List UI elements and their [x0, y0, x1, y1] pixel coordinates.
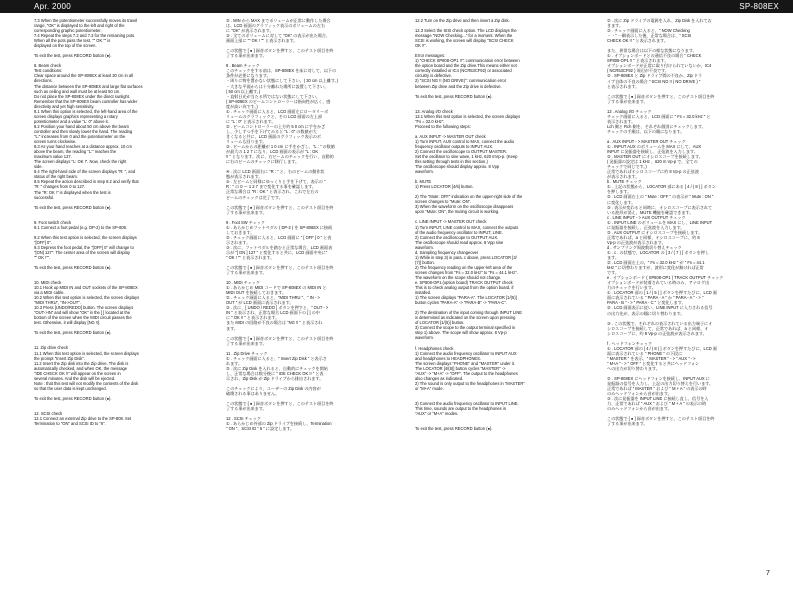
column-english-right	[415, 18, 593, 578]
text-line: screen changes from "Fs = 32.0 kHz" to "Fs = 44.1 kHz".	[415, 269, 518, 275]
text-line: The distance between the SP-808EX and large flat surfaces	[34, 83, 143, 89]
text-line: シロスコープに、約 8 Vp-p の正弦波が表示されます。	[607, 330, 707, 336]
text-line: ・直射日光が当たる所ではない状態にして下さい。	[226, 93, 321, 99]
text-line: ① . あらかじめフットペダル ( DP-2 ) を SP-808EX に接続	[226, 224, 333, 230]
text-line: また MIDI の回路が不良の場合は "NG !! " と表示され	[226, 320, 323, 326]
text-line: step 1) above. The scope will show approx. 8 Vp-p	[415, 330, 507, 336]
text-line: 面に表示されている " PARA - A " か " PARA - A " - > "	[607, 295, 704, 301]
text-line: この状態で [ ● ] 録音ボタンを押すと、このテスト項目を終	[226, 48, 334, 54]
text-line: 2) The "Mute: OFF" indication on the upper-right side of the	[415, 194, 523, 200]
text-line: The oscilloscope should display approx. 8 Vpp	[415, 164, 500, 170]
text-line: いる波形が消え、MUTE 機能を確認できます。	[607, 209, 694, 215]
text-line: ( 50 cm 以上離す。)	[226, 88, 261, 94]
text-line: Remember that the SP-808EX beam controller has wider	[34, 98, 138, 104]
text-line: 2) The frequency reading on the upper-left area of the	[415, 264, 513, 270]
text-line: successful.	[34, 194, 55, 200]
text-line: the prompt "Insert Zip Disk".	[34, 355, 85, 361]
text-line: Set the oscillator to sine wave, 1 kHz, 620 mVp-p. (Keep	[415, 153, 518, 159]
text-line: SP808-OP1 !! " と表示されます。	[607, 58, 669, 64]
text-line: ③ . 表示が変わると同時に、オシロスコープに表示されて	[607, 204, 713, 210]
text-line: directions.	[34, 78, 53, 84]
text-line: ② . AUX OUTPUT にオシロスコープを接続します。	[607, 229, 703, 235]
text-line: ② . チェック画面に入ると、"MIDI THRU "、" IN - >	[226, 295, 320, 301]
text-line: " M+A " - > " OFF " と変化すると共にヘッドフォン	[607, 360, 700, 366]
text-line: 10.2 When this test option is selected, the screen displays	[34, 295, 140, 301]
text-line: This time, sounds are output to the headphones in	[415, 406, 507, 411]
text-line: "AUX" or "M+A" modes.	[415, 411, 459, 417]
text-line: bottom of the screen when the MIDI circuit passes the	[34, 315, 132, 321]
text-line: (7)] button.	[415, 259, 435, 265]
text-line: status of the right beam.	[34, 174, 78, 180]
text-line: 10.3 Press [UNDO/REDO] button. The screen displays	[34, 305, 134, 311]
text-line: ① . INPUT LINE のボリュームを MAX にし、LINE INPUT	[607, 219, 713, 225]
text-line: 8.5 Repeat the action described in step 8.2 and verify that	[34, 179, 139, 185]
text-line: 2) "SCSI NG !! (NO DRIVE)": communication error	[415, 78, 507, 84]
text-line: オプションボードが正常に取り付けられていないか、IC4	[607, 63, 712, 69]
text-line: この状態で [ ● ] 録音ボタンを押すと、このテスト項目を終	[226, 265, 334, 271]
text-line: a . AUX INPUT - > MASTER OUT チェック	[607, 138, 686, 144]
text-line: 2) Connect the oscilloscope to OUTPUT AUX.	[415, 234, 499, 240]
text-line: 12 . SCSI チェック	[226, 416, 261, 422]
text-line: 正常であればオシロスコープに約 8 Vp-p の正弦波	[607, 169, 699, 175]
column-japanese-right	[607, 18, 783, 578]
text-line: ③ . この状態で、それぞれの表示されている出力端子にオ	[607, 320, 713, 326]
text-line: c. LINE INPUT -> MASTER OUT check	[415, 219, 487, 225]
text-line: ① . チェック画面に入ると、" Insert Zip Disk " と表示さ	[226, 355, 327, 361]
text-line: 示が "[ ON ] 127 " と変化すると共に、LCD 画面中央に"	[226, 249, 328, 255]
text-line: MIDI OUT を接続しておきます。	[226, 290, 287, 296]
text-line: ① . LOCATOR 部の [ 1 / ( 5 ) ] ボタンを押すたびに、LCD 画	[607, 290, 717, 296]
text-line: correctly installed or IC4 (NCR53CF92) or associated	[415, 68, 512, 74]
text-line: ① . チェック画面に入ると、LCD 画面左にロータリーボ	[226, 108, 329, 114]
text-line: To exit the test, press RECORD button (●).	[34, 53, 112, 59]
text-line: 1) Turn INPUT, AUX control to MAX, connect the audio	[415, 138, 514, 144]
text-line: ます。	[226, 325, 238, 331]
text-line: e . オプションボード ( SP808-OP1 ) TRACK OUTPUT チェック	[607, 275, 724, 281]
text-line: via a MIDI cable.	[34, 290, 65, 296]
text-line: ② . LCD 画面左上の、" Fs = 32.0 kHz " が " Fs = 44.1	[607, 260, 705, 266]
text-line: ① . オプションボードとの通信不良の場合 " CHECK	[607, 53, 702, 59]
text-line: 3) Connect the audio frequency oscillator to INPUT LINE.	[415, 400, 519, 406]
text-line: INPUT に発振器を接続し、正弦波を入力します。	[607, 149, 698, 155]
text-line: 11.1 When this test option is selected, the screen displays	[34, 350, 139, 356]
text-line: 11.2 Insert the Zip disk into the Zip drive. The disk is	[34, 360, 129, 366]
text-line: between Zip drive and the Zip drive is defective.	[415, 83, 502, 89]
text-line: ② . LCD 画面右上の " Mute : OFF " の表示が " Mute : ON "	[607, 194, 714, 200]
text-line: 3) When the waveform on the oscilloscope disappears	[415, 204, 514, 210]
text-line: 2) The sound is only output to the headphones in "MASTER"	[415, 380, 525, 386]
text-line: screen changes to "Mute: ON".	[415, 199, 472, 205]
text-line: 3) Connect the scope to the output terminal specified in	[415, 325, 516, 331]
text-line: きます。	[607, 23, 624, 29]
text-line: です。	[607, 270, 619, 276]
text-line: ① . INPUT AUX のボリュームを MAX にして、AUX	[607, 143, 702, 149]
text-line: f. Headphones check	[415, 345, 454, 351]
text-line: この状態で [ ● ] 録音ボタンを押すと、このテスト項目を終	[607, 416, 715, 422]
text-line: Lch 側と Rch 側を、それぞれ個別にチェックします。	[607, 123, 706, 129]
text-line: "R: " changes from 0 to 127.	[34, 184, 86, 190]
text-line: is determined as indicated on the screen upon pressing	[415, 315, 516, 321]
text-line: Clear space around the SP-808EX at least 30 cm in all	[34, 73, 133, 79]
header-model: SP-808EX	[739, 2, 779, 11]
text-line: に " OK !! " と表示されます。	[226, 315, 280, 321]
text-line: 12.1 Connect an external Zip drive to the SP-808. Set	[34, 416, 132, 421]
text-line: チェックの手順は、以下の順になります。	[607, 128, 685, 134]
text-line: To exit the test, press RECORD button (●).	[34, 395, 112, 401]
text-line: The screen displays "L: OK !". Now, check the right	[34, 159, 127, 165]
text-line: のみヘッドフォンから音が出ます。	[607, 406, 672, 412]
text-line: ① . LOCATOR 部の [ 4 / ( 8 ) ] ボタンを押すたびに、LCD 画	[607, 345, 717, 351]
text-line: upon "Mute: ON", the muting circuit is working.	[415, 209, 500, 215]
text-line: 7.4 Repeat the steps 7.2 and 7.3 for the remaining pots.	[34, 33, 136, 39]
text-line: several minutes. And the disk will be ejected.	[34, 375, 116, 381]
text-line: 2) Connect the oscilloscope to OUTPUT MASTER.	[415, 148, 508, 154]
text-line: 13.1 When this test option is selected, the screen displays	[415, 113, 521, 119]
text-line: 面に表示されている " PHONE " の下段に	[607, 350, 683, 356]
text-line: ③ . 次に発振器を INPUT LINE に接続し直し、信号を入	[607, 396, 709, 402]
text-line: また、異常な場合は以下の様な状態になります。	[607, 48, 697, 54]
text-line: ( 発振器の設定は 1 kHz 、620 m Vp-p で、全ての	[607, 159, 698, 165]
text-line: The oscilloscope should read approx. 8 Vpp sine	[415, 239, 504, 245]
text-line: 10 . MIDI チェック	[226, 280, 260, 286]
text-line: 8.2 Position your hand about 50 cm above the beam	[34, 123, 129, 129]
text-line: に発振器を接続し、正弦波を入力します。	[607, 224, 685, 230]
text-line: ビームのチェックは完了です。	[226, 194, 283, 200]
text-line: 発振器の信号を入力し、上記の出力切り替えを行います。	[607, 381, 714, 387]
text-line: ③ . 次に、[ UNDO / REDO ] ボタンを押すと、" OUT - >	[226, 305, 329, 311]
text-line: この状態で [ ● ] 録音ボタンを押すと、このテスト項目を終	[226, 401, 334, 407]
text-line: しておきます。	[226, 229, 255, 235]
text-line: きくなると共に、LCD 画面のグラフィック表示のボ	[226, 133, 321, 139]
text-line: 11 . Zip Drive チェック	[226, 350, 268, 356]
text-line: so that the user data is kept unchanged.	[34, 385, 107, 391]
text-line: R : " の 0 〜 1 2 7 まで変化する事を確認します。	[226, 184, 317, 190]
text-line: d. Sampling frequency changeover	[415, 249, 479, 255]
text-line: of LOCATOR [1/(5)] button.	[415, 320, 465, 326]
text-line: Test conditions:	[34, 68, 63, 74]
text-line: This is to check analog output from the option board, if	[415, 285, 514, 291]
text-line: PARA - B " - > " PARA - C " と変化します。	[607, 300, 686, 306]
text-line: "L:" increases from 0 and the potentiometer on the	[34, 133, 126, 139]
text-line: 1) "CHECK SP808-OP1 !!": communication error between	[415, 58, 520, 64]
text-line: に "OK" が表示されます。	[226, 28, 274, 34]
text-line: のみヘッドフォンから音が出ます。	[607, 391, 672, 397]
text-line: 1) Connect the audio frequency oscillator to INPUT AUX	[415, 350, 517, 356]
text-line: 正常であれば、a と同様、オシロスコープに、約 8	[607, 234, 700, 240]
text-line: ③ . 次に、フットペダルを踏むと正常な場合、LCD 画面表	[226, 244, 333, 250]
text-line: button cycles "PARA-A" -> "PARA-B" -> "PARA-C".	[415, 300, 507, 306]
text-line: When all the pots pass the test, "" OK "" is	[34, 38, 111, 44]
text-line: or "M+A" mode.	[415, 385, 444, 391]
text-line: 1) While in step 3) in para. c above, press LOCATOR [3/	[415, 254, 517, 260]
text-line: この状態で [ ● ] 録音ボタンを押すと、このテスト項目を終	[226, 335, 334, 341]
text-line: 表示されます。	[607, 118, 636, 124]
text-line: "[ON] 127". The center area of the screen will display	[34, 249, 130, 255]
text-line: し、少しずつ手を下げてみると "L : 0" の数値が大	[226, 128, 317, 134]
text-line: b . MUTE チェック	[607, 179, 642, 185]
page-header	[0, 0, 793, 13]
text-line: To exit the test, press RECORD button (●).	[34, 330, 112, 336]
text-line: れます。	[226, 360, 243, 366]
text-line: を押します。	[607, 189, 632, 195]
text-line: ② . SP-808EX と Zip ドライブ間の不良か、Zip ドラ	[607, 73, 703, 79]
text-line: ① . あらかじめ外部の Zip ドライブを接続し、Termination	[226, 421, 332, 427]
text-line: 画面上部に "" OK ! "" と表示されます。	[226, 38, 298, 44]
text-line: e. SP808-OP1 (option board) TRACK OUTPUT check	[415, 280, 513, 286]
text-line: displayed on the top of the screen.	[34, 43, 97, 49]
text-line: SCSI is working, the screen will display "SCSI CHECK	[415, 38, 514, 44]
text-line: The LOCATOR [4/(8)] button cycles "MASTER" ->	[415, 365, 506, 371]
text-line: Termination to "ON" and SCSI ID to "6".	[34, 421, 106, 427]
text-line: Proceed to the following steps:	[415, 123, 471, 129]
text-line: 13 . Analog I/O チェック	[607, 108, 652, 114]
text-line: d . サンプリング周波数切り替えチェック	[607, 244, 682, 250]
text-line: test. Otherwise, it will display [NG !!].	[34, 320, 101, 326]
text-line: To exit the test, press RECORD button (●).	[34, 204, 112, 210]
text-line: この状態で [ ● ] 録音ボタンを押すと、このテスト項目を終	[607, 93, 715, 99]
text-line: 了する事が出来ます。	[226, 406, 267, 412]
text-line: ⑤ . 左ビームと同様にゆっくりと手を下げて、表示の "	[226, 179, 326, 185]
text-line: controller and then slowly lower the hand. The reading	[34, 128, 133, 134]
text-line: ① . c . の状態で、LOCATOR の [ 3 / ( 7 ) ] ボタンを押し	[607, 249, 709, 255]
text-line: Note : that this test will not modify the contents of the disk	[34, 380, 139, 386]
text-line: such as ceiling and wall must be at least 50 cm.	[34, 88, 121, 94]
text-line: 7.3 When the potentiometer successfully moves its travel	[34, 18, 138, 23]
text-line: 破壊される事はありません。	[226, 391, 280, 396]
text-line: installed.	[415, 290, 432, 296]
text-line: ( SP-808EX のビームコントローラーは指向性が広く、感	[226, 98, 331, 104]
text-line: ④ . 次に LCD 画面右に "R : " と、右のビームの動作状	[226, 169, 325, 175]
text-line: この状態で [ ● ] 録音ボタンを押すと、このテスト項目を終	[226, 204, 334, 210]
text-line: "OUT->IN" and will show "OK" in the [ ] located at the	[34, 310, 131, 316]
text-line: シロスコープを接続して、正常であれば、a と同様、オ	[607, 325, 709, 331]
text-line: に変化します。	[607, 199, 636, 205]
text-line: に右のビームのチェックに移行します。	[226, 159, 300, 165]
text-line: への出力が切り替わります。	[607, 365, 660, 371]
text-line: 12.3 Select the SISI check option. The LCD displays the	[415, 28, 517, 34]
text-line: Error messages:	[415, 53, 446, 59]
text-line: ② . チェック画面に入ると、LCD 画面に " [ OFF ] 0 " と表	[226, 234, 332, 240]
text-line: this setting through tests in this section.)	[415, 159, 488, 165]
text-line: ② . LCD 画面表示に従い、LINE INPUT に入力される信号	[607, 305, 713, 311]
text-line: OK !!".	[415, 43, 427, 49]
text-line: 10.1 Hook up MIDI IN and OUT sockets of the SP-808EX	[34, 285, 138, 291]
text-line: 2) The destination of the input coming through INPUT LINE	[415, 310, 523, 316]
text-line: ・・" 一瞬表示した後、正常な場合は、" SCSI	[607, 33, 692, 39]
text-line: side.	[34, 164, 43, 170]
text-line: To exit the test, press RECORD button (●).	[415, 93, 493, 99]
header-date: Apr. 2000	[34, 2, 71, 11]
text-line: 8.4 The right-hand side of the screen displays "R: ", and	[34, 169, 136, 175]
text-line: " MASTER " を表示、" MASTER " - > " AUX " - >	[607, 355, 696, 361]
text-line: Do not place the SP-808EX under the direct sunlight.	[34, 93, 131, 99]
text-line: 10. MIDI check	[34, 280, 62, 286]
text-line: ② . ビームコントローラーの上方約 5 0 cm に手をかざ	[226, 123, 326, 129]
text-line: waveform.	[415, 335, 434, 341]
text-line: c . LINE INPUT - > AUX OUTPUT チェック	[607, 214, 686, 220]
text-line: 了する事が出来ます。	[226, 340, 267, 346]
text-line: 9.1 Connect a foot pedal (e.g. DP-2) to the SP-808.	[34, 224, 128, 230]
text-line: 1) The screen displays "PARA-A". The LOCATOR [1/(5)]	[415, 295, 517, 301]
text-line: Vp-p の正弦波が表示されます。	[607, 239, 666, 245]
text-line: kHz " に切替わりますが、波形に変化が無ければ正常	[607, 265, 704, 271]
text-line: automatically checked, and when OK, the message	[34, 365, 128, 371]
text-line: b. MUTE	[415, 179, 432, 185]
text-line: a. AUX INPUT -> MASTER OUT check	[415, 133, 486, 139]
text-line: 8. Beam check	[34, 63, 62, 69]
text-line: " ON "、SCSI ID " 6 " に設定します。	[226, 426, 295, 432]
text-line: ③ . 全てのボリュームに対して "OK" の表示が出た場合、	[226, 33, 331, 39]
text-line: 了する事が出来ます。	[226, 270, 267, 276]
text-line: frequency oscillator outputs to INPUT AUX.	[415, 143, 494, 149]
text-line: の出力先が、表示の順に切り替わります。	[607, 310, 685, 316]
text-line: The screen displays "PHONE" and "MASTER" under it.	[415, 360, 516, 366]
text-line: ② . MASTER OUT にオシロスコープを接続します。	[607, 154, 703, 160]
text-line: "AUX" -> "M+A" -> "OFF". The output to the headphones	[415, 370, 518, 376]
text-line: 正常な場合は "R : OK " と表示され、これで左右の	[226, 189, 319, 195]
text-line: ます。	[607, 255, 619, 261]
text-line: オプションボードが装着されている時のみ、アナログ出	[607, 280, 710, 286]
text-line: 正常であれば " MASTER " および " M + A " の表示の時	[607, 386, 707, 392]
text-line: が表示されます。	[607, 174, 640, 180]
text-line: ② . 次に Zip Disk を入れると、自動的にチェックを開始	[226, 365, 328, 371]
text-line: ① . 上記の状態から、LOCATOR 部にある [ 4 / ( 8 ) ] ボタン	[607, 184, 716, 190]
text-line: 了する事が出来ます。	[607, 421, 648, 427]
text-line: ・大きな平面からは十分離れた場所に設置して下さい。	[226, 83, 329, 89]
text-line: maximum value 127.	[34, 154, 72, 160]
text-line: 9 . Foot SW チェック	[226, 219, 266, 225]
text-line: OUT " が LCD 画面に表示されます。	[226, 300, 294, 306]
text-line: 12. SCSI check	[34, 410, 63, 416]
text-line: 示されます。	[226, 239, 251, 245]
text-line: IN " と表示され、正常な場合 LCD 画面下の [ ] の中	[226, 310, 320, 316]
text-line: 了する事が出来ます。	[226, 209, 267, 215]
text-line: message "NOW Checking..." for a moment. When the	[415, 33, 513, 39]
text-line: このチェックにより、ユーザーの Zip Disk の内容が	[226, 385, 321, 391]
text-line: 条件が必要になります。	[226, 73, 271, 79]
column-japanese-left	[226, 18, 404, 578]
text-line: ③ . ビームからの距離が 1 0 cm に手をかざし、"L : " の数値	[226, 144, 335, 150]
text-line: 9. Foot switch check	[34, 219, 72, 225]
text-line: 力、正常であれば " AUX " および " M + A " の表示の時	[607, 401, 707, 407]
text-line: 1) Press LOCATOR [4/6] button.	[415, 184, 474, 190]
text-line: ③ . チェック画面に入ると、" NOW Checking	[607, 28, 690, 34]
text-line: 8.1 When this option is selected, the left-hand area of the	[34, 108, 138, 114]
text-line: し、正常な場合は数分後に " IDE CHECK OK !! " と表	[226, 370, 324, 376]
text-line: 了する事が出来ます。	[226, 53, 267, 59]
text-line: waveform.	[415, 244, 434, 250]
text-line: waveform.	[415, 169, 434, 175]
text-line: ② . MIN から MAX までポリュームが正常に動作した場合	[226, 18, 331, 23]
text-line: screen displays graphics representing a rotary	[34, 113, 118, 119]
column-english-left	[34, 18, 212, 578]
text-line: CHECK OK !! " と表示されます。	[607, 38, 668, 44]
text-line: ( NCR53CF92 ) 周辺が不良です。	[607, 68, 669, 74]
text-line: circuitry is defective.	[415, 73, 452, 79]
text-line: 8 . Beam チェック	[226, 63, 260, 69]
text-line: ・周りに物を置かない状態にして下さい。( 30 cm 以上離す。)	[226, 78, 339, 84]
text-line: !! " となります。次に、右ビームのチェックを行い、自動的	[226, 154, 334, 160]
text-line: potentiometer and a value "L: 0" above it.	[34, 118, 109, 124]
text-line: and headphones to HEADPHONES.	[415, 355, 481, 361]
text-line: 8.3 As your hand reaches at a distance approx. 10 cm	[34, 144, 132, 150]
text-line: 示され、Zip Disk が Zip ドライブから排出されます。	[226, 375, 324, 381]
text-line: the option board and the Zip drive.This means either not	[415, 63, 517, 69]
text-line: 1) Turn INPUT, LINE control to MAX, connect the outputs	[415, 224, 519, 230]
text-line: "[OFF] 0".	[34, 239, 52, 245]
text-line: "IDE CHECK OK !!" will appear on the screen in	[34, 370, 121, 376]
text-line: ② . 次に Zip ドライブの電源を入れ、Zip Disk を入れてお	[607, 18, 712, 23]
text-line: イブ自体の不良の場合 " SCSI NG !! ( NO DRIVE ) "	[607, 78, 701, 84]
page-number: 7	[766, 570, 770, 577]
text-line: directivity and yet high sensitivity.	[34, 103, 95, 109]
text-line: リュームも回ります。	[226, 139, 267, 145]
text-line: screen turns clockwise.	[34, 139, 77, 145]
text-line: 9.3 Depress the foot pedal, the "[OFF] 0" will change to	[34, 244, 134, 250]
text-line: range, "OK" is displayed to the left and right of the	[34, 23, 125, 29]
text-line: このチェックをする前は、SP-808EX を床に対して、以下の	[226, 68, 337, 74]
text-line: " OK ! "" と表示されます。	[226, 254, 275, 260]
text-line: チェック画面に入ると、LCD 画面に " Fs = 32.0 kHz " と	[607, 113, 711, 119]
text-line: To exit the test, press RECORD button (●).	[34, 264, 112, 270]
text-line: ② . SP-808EX にヘッドフォンを接続し、INPUT AUX に	[607, 376, 710, 381]
text-line: 度が高い為です。)	[226, 103, 258, 109]
text-line: To exit the test, press RECORD button (●).	[415, 426, 493, 432]
text-line: は、LCD 画面のグラフィック表示のボリュームの左右	[226, 23, 325, 29]
text-line: と表示されます。	[607, 83, 640, 89]
text-line: above the beam, the reading "L:" reaches the	[34, 149, 117, 155]
text-line: "" OK !"".	[34, 254, 51, 260]
text-line: 力のチェックを行います。	[607, 285, 656, 291]
text-line: The "R: OK !" is displayed when the test is	[34, 189, 111, 195]
text-line: ① . あらかじめ MIDI コードで SP-808EX の MIDI IN と	[226, 285, 327, 291]
text-line: 態が表示されます。	[226, 174, 263, 180]
text-line: "MIDI THRU", "IN->OUT".	[34, 300, 81, 306]
text-line: also changes as indicated.	[415, 375, 464, 381]
text-line: が最大の 1 2 7 になり、LCD 画面の表示が "L : OK	[226, 149, 319, 155]
text-line: 12.2 Turn on the Zip drive and then insert a Zip disk.	[415, 18, 510, 23]
text-line: 13. Analog I/O check	[415, 108, 453, 114]
text-line: 了する事が出来ます。	[607, 98, 648, 104]
text-line: リュームのグラフィックと、その LCD 画面の左上部	[226, 113, 322, 119]
text-line: に "L : 0" と表示されます。	[226, 118, 276, 124]
text-line: 11. Zip drive check	[34, 345, 69, 351]
text-line: of the audio frequency oscillator to INPUT, LINE.	[415, 229, 503, 235]
text-line: f . ヘッドフォンチェック	[607, 340, 653, 346]
text-line: corresponding graphic potentiometer.	[34, 28, 102, 34]
text-line: The waveform on the scope should not change.	[415, 274, 502, 280]
text-line: "Fs = 32.0 kHz".	[415, 118, 445, 124]
text-line: 9.2 When this test option is selected, the screen displays	[34, 234, 137, 240]
text-line: チェックで同じです。)	[607, 164, 647, 170]
